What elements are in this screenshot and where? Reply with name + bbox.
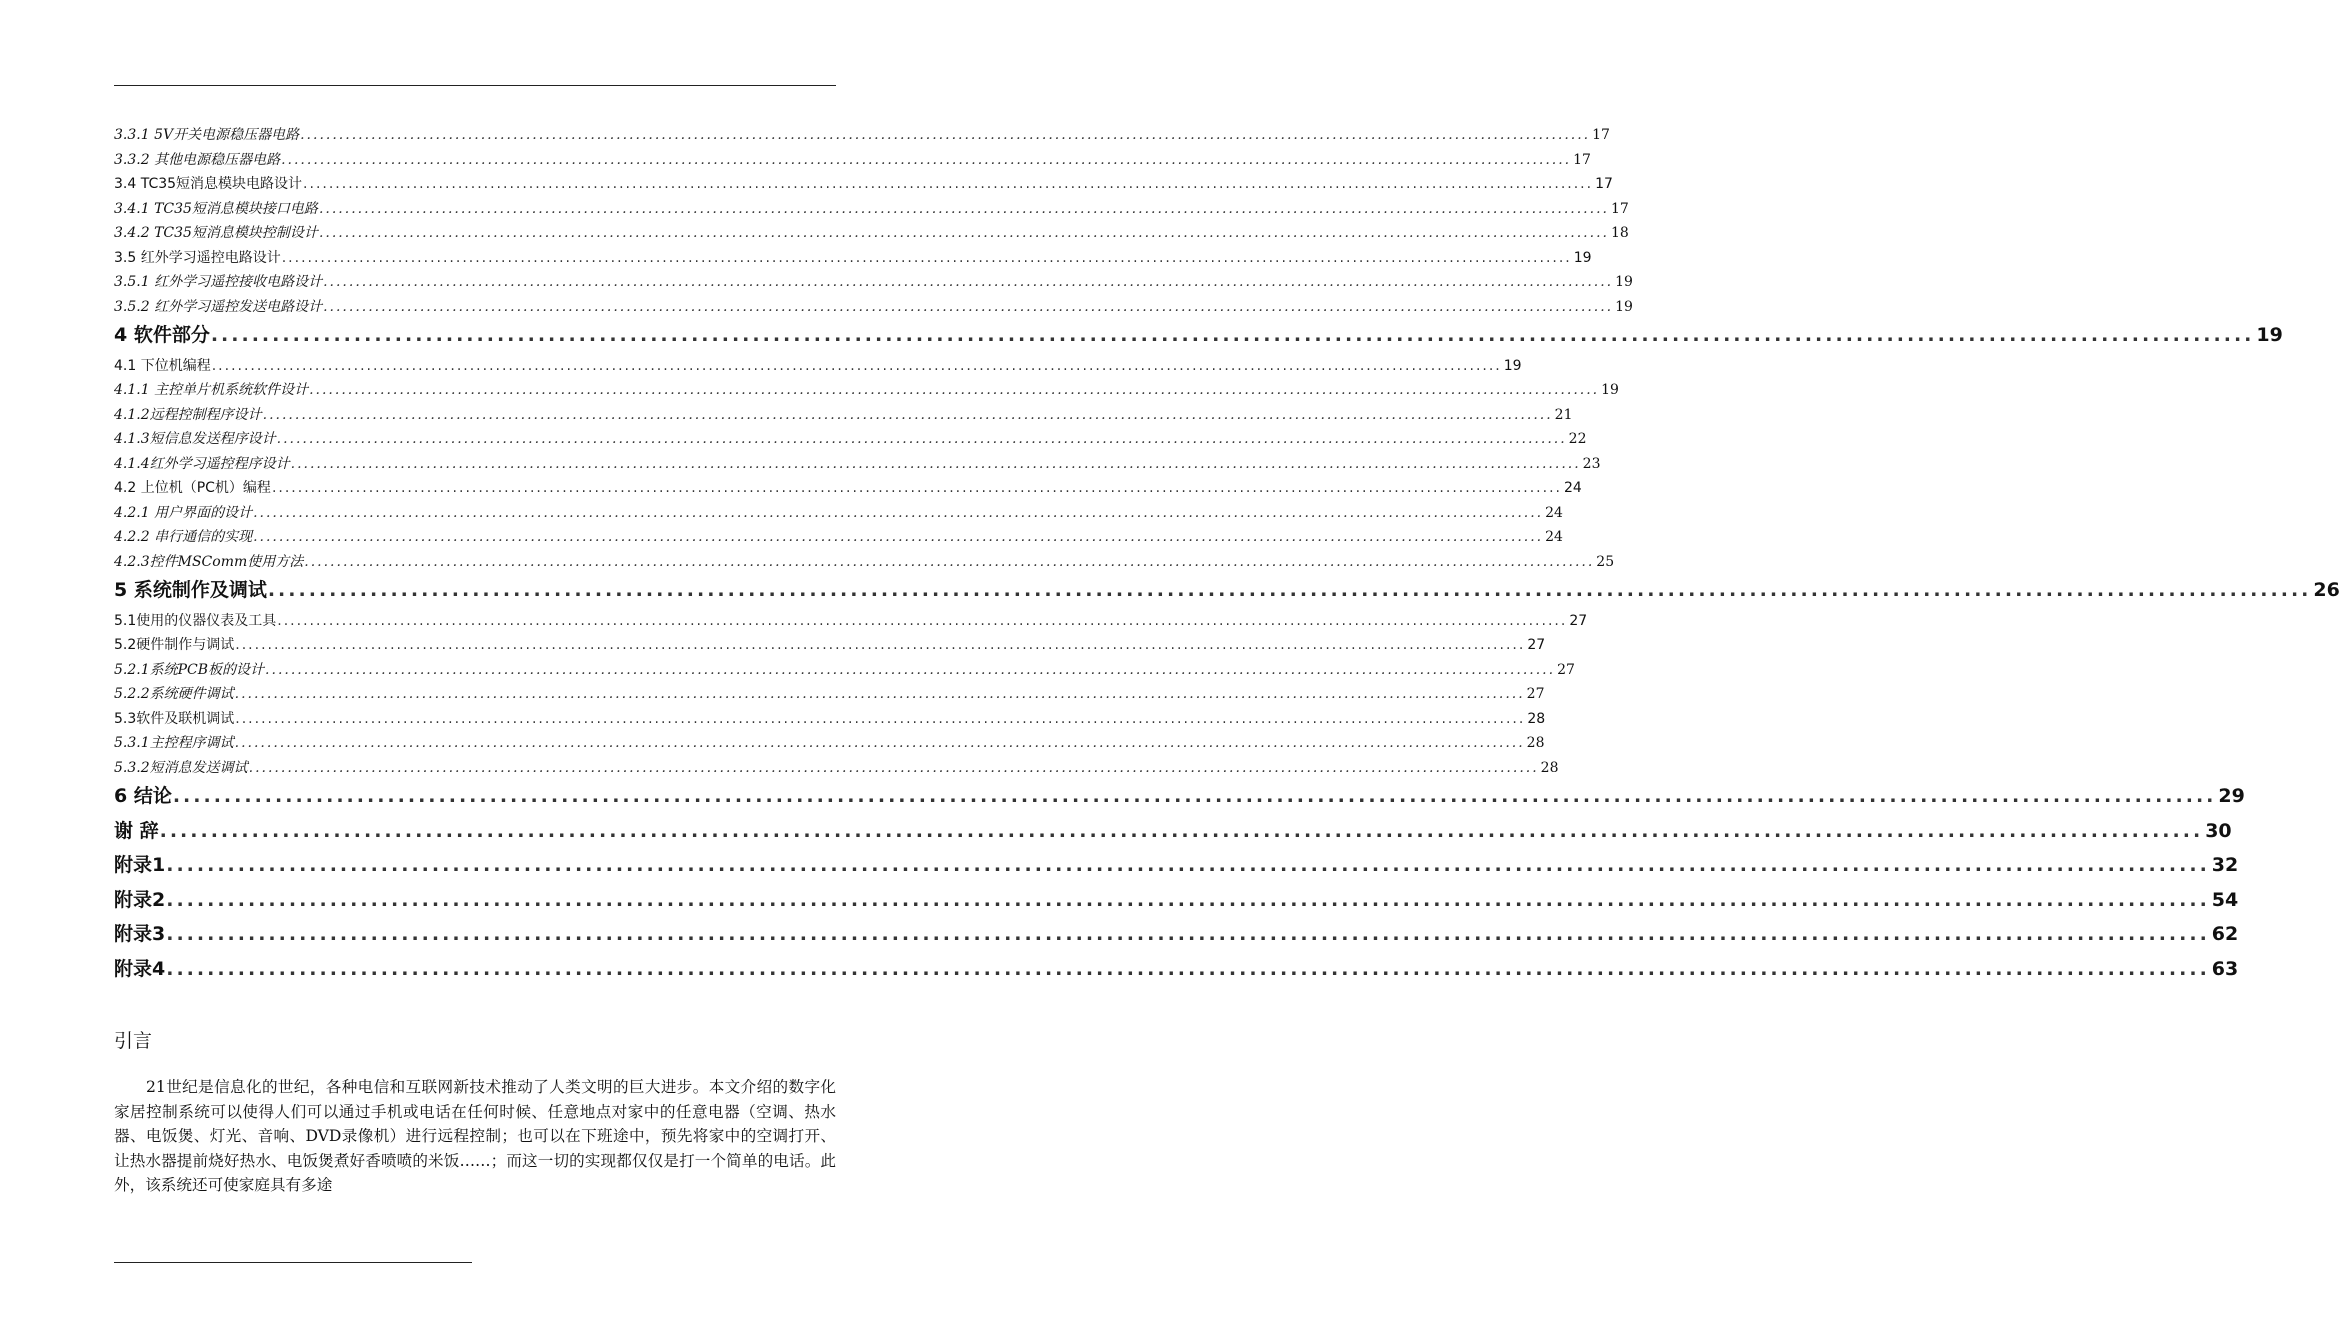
header-rule bbox=[114, 85, 836, 86]
toc-entry-page: 30 bbox=[2205, 819, 2232, 842]
toc-leader-dots: ........................................................................................................................................................................................................ bbox=[267, 579, 2312, 601]
toc-entry-label: 5.3.1主控程序调试 bbox=[114, 735, 234, 751]
toc-leader-dots: ........................................................................................................................................................................................................ bbox=[253, 504, 1544, 521]
toc-entry[interactable] bbox=[114, 683, 1545, 708]
toc-entry-label: 4.1.2远程控制程序设计 bbox=[114, 406, 262, 423]
toc-entry[interactable] bbox=[114, 732, 1545, 757]
toc-entry-label: 4.1.4红外学习遥控程序设计 bbox=[114, 455, 290, 472]
toc-entry[interactable] bbox=[114, 271, 1633, 296]
toc-leader-dots: ........................................................................................................................................................................................................ bbox=[265, 661, 1556, 678]
toc-leader-dots: ........................................................................................................................................................................................................ bbox=[271, 480, 1562, 496]
toc-entry-page: 21 bbox=[1554, 406, 1573, 423]
toc-entry-label: 5.2.2系统硬件调试 bbox=[114, 686, 234, 702]
toc-entry[interactable] bbox=[114, 757, 1559, 782]
toc-entry[interactable] bbox=[114, 173, 1613, 198]
toc-entry[interactable] bbox=[114, 634, 1546, 659]
toc-entry-label: 4 软件部分 bbox=[114, 324, 210, 346]
toc-leader-dots: ........................................................................................................................................................................................................ bbox=[210, 324, 2255, 346]
toc-leader-dots: ........................................................................................................................................................................................................ bbox=[318, 200, 1609, 217]
toc-entry-label: 5.1使用的仪器仪表及工具 bbox=[114, 612, 277, 629]
toc-leader-dots: ........................................................................................................................................................................................................ bbox=[235, 710, 1526, 727]
toc-entry-label: 6 结论 bbox=[114, 785, 172, 807]
toc-leader-dots: ........................................................................................................................................................................................................ bbox=[277, 612, 1568, 629]
intro-paragraph: 21世纪是信息化的世纪，各种电信和互联网新技术推动了人类文明的巨大进步。本文介绍的数字化家居控制系统可以使得人们可以通过手机或电话在任何时候、任意地点对家中的任意电器（空调、热水器、电饭煲、灯光、音响、DVD录像机）进行远程控制；也可以在下班途中，预先将家中的空调打开、让热水器提前烧好热水、电饭煲煮好香喷喷的米饭……；而这一切的实现都仅仅是打一个简单的电话。此外，该系统还可使家庭具有多途 bbox=[114, 1078, 836, 1195]
toc-entry-page: 19 bbox=[1503, 357, 1522, 374]
toc-leader-dots: ........................................................................................................................................................................................................ bbox=[253, 529, 1544, 545]
toc-entry-page: 24 bbox=[1545, 504, 1563, 521]
toc-entry-label: 5 系统制作及调试 bbox=[114, 579, 267, 601]
toc-entry[interactable] bbox=[114, 816, 2232, 851]
toc-entry[interactable] bbox=[114, 919, 2239, 954]
toc-entry[interactable] bbox=[114, 477, 1582, 502]
toc-entry[interactable] bbox=[114, 526, 1563, 551]
toc-entry[interactable] bbox=[114, 850, 2239, 885]
toc-entry-label: 4.2 上位机（PC机）编程 bbox=[114, 480, 271, 496]
toc-leader-dots: ........................................................................................................................................................................................................ bbox=[304, 553, 1595, 570]
toc-leader-dots: ........................................................................................................................................................................................................ bbox=[309, 382, 1600, 398]
toc-entry-label: 附录4 bbox=[114, 957, 166, 980]
footnote-rule bbox=[114, 1262, 472, 1263]
toc-entry-label: 附录1 bbox=[114, 854, 166, 876]
toc-leader-dots: ........................................................................................................................................................................................................ bbox=[234, 686, 1525, 702]
toc-leader-dots: ........................................................................................................................................................................................................ bbox=[248, 759, 1539, 776]
toc-entry-label: 4.1.3短信息发送程序设计 bbox=[114, 431, 276, 447]
toc-entry[interactable] bbox=[114, 453, 1601, 478]
toc-entry[interactable] bbox=[114, 320, 2283, 355]
toc-entry-page: 32 bbox=[2211, 854, 2239, 876]
toc-entry-label: 3.5.1 红外学习遥控接收电路设计 bbox=[114, 274, 323, 290]
toc-leader-dots: ........................................................................................................................................................................................................ bbox=[300, 127, 1591, 143]
intro-heading: 引言 bbox=[114, 1030, 153, 1052]
toc-entry[interactable] bbox=[114, 222, 1629, 247]
toc-entry[interactable] bbox=[114, 296, 1633, 321]
toc-entry-label: 3.4 TC35短消息模块电路设计 bbox=[114, 176, 303, 192]
table-of-contents bbox=[114, 124, 2340, 988]
toc-entry-label: 3.3.2 其他电源稳压器电路 bbox=[114, 151, 281, 168]
toc-entry-page: 17 bbox=[1610, 200, 1629, 217]
toc-entry[interactable] bbox=[114, 355, 1522, 380]
toc-entry-page: 17 bbox=[1592, 127, 1610, 143]
toc-entry[interactable] bbox=[114, 404, 1573, 429]
toc-entry[interactable] bbox=[114, 659, 1575, 684]
toc-entry-label: 谢 辞 bbox=[114, 819, 159, 842]
toc-entry-page: 27 bbox=[1526, 686, 1545, 702]
toc-entry[interactable] bbox=[114, 575, 2340, 610]
toc-entry-page: 54 bbox=[2211, 888, 2239, 911]
toc-entry-page: 18 bbox=[1610, 225, 1629, 241]
toc-entry[interactable] bbox=[114, 124, 1610, 149]
toc-entry-page: 22 bbox=[1568, 431, 1587, 447]
toc-entry-label: 5.3.2短消息发送调试 bbox=[114, 759, 248, 776]
toc-entry-page: 19 bbox=[1573, 249, 1592, 266]
toc-entry-label: 附录3 bbox=[114, 923, 166, 945]
toc-leader-dots: ........................................................................................................................................................................................................ bbox=[166, 957, 2210, 980]
toc-entry-page: 19 bbox=[1601, 382, 1619, 398]
toc-leader-dots: ........................................................................................................................................................................................................ bbox=[281, 249, 1572, 266]
toc-entry-page: 19 bbox=[2256, 324, 2283, 346]
toc-entry-page: 19 bbox=[1615, 298, 1633, 315]
toc-entry[interactable] bbox=[114, 885, 2239, 920]
toc-entry-page: 25 bbox=[1596, 553, 1615, 570]
toc-leader-dots: ........................................................................................................................................................................................................ bbox=[211, 357, 1502, 374]
toc-entry-page: 17 bbox=[1573, 151, 1591, 168]
toc-leader-dots: ........................................................................................................................................................................................................ bbox=[166, 923, 2210, 945]
toc-entry-page: 28 bbox=[1526, 735, 1545, 751]
toc-entry-label: 3.4.1 TC35短消息模块接口电路 bbox=[114, 200, 318, 217]
toc-leader-dots: ........................................................................................................................................................................................................ bbox=[166, 888, 2210, 911]
toc-leader-dots: ........................................................................................................................................................................................................ bbox=[159, 819, 2204, 842]
toc-entry-label: 5.2硬件制作与调试 bbox=[114, 637, 235, 653]
toc-entry-label: 4.2.2 串行通信的实现 bbox=[114, 529, 253, 545]
toc-entry-page: 17 bbox=[1595, 176, 1613, 192]
toc-entry-label: 3.3.1 5V开关电源稳压器电路 bbox=[114, 127, 300, 143]
toc-leader-dots: ........................................................................................................................................................................................................ bbox=[323, 274, 1614, 290]
toc-entry-page: 27 bbox=[1569, 612, 1588, 629]
toc-entry-page: 24 bbox=[1545, 529, 1563, 545]
toc-entry[interactable] bbox=[114, 149, 1591, 174]
toc-entry[interactable] bbox=[114, 247, 1592, 272]
toc-entry-page: 26 bbox=[2313, 579, 2340, 601]
toc-entry-page: 62 bbox=[2211, 923, 2239, 945]
toc-leader-dots: ........................................................................................................................................................................................................ bbox=[318, 225, 1609, 241]
toc-entry-label: 4.1 下位机编程 bbox=[114, 357, 211, 374]
toc-entry-page: 63 bbox=[2211, 957, 2239, 980]
toc-entry[interactable] bbox=[114, 379, 1619, 404]
toc-entry[interactable] bbox=[114, 502, 1563, 527]
toc-entry-label: 3.5 红外学习遥控电路设计 bbox=[114, 249, 281, 266]
toc-entry-label: 3.5.2 红外学习遥控发送电路设计 bbox=[114, 298, 323, 315]
toc-entry-page: 29 bbox=[2218, 785, 2245, 807]
toc-entry[interactable] bbox=[114, 708, 1546, 733]
toc-leader-dots: ........................................................................................................................................................................................................ bbox=[303, 176, 1594, 192]
toc-entry-label: 5.2.1系统PCB板的设计 bbox=[114, 661, 265, 678]
toc-leader-dots: ........................................................................................................................................................................................................ bbox=[234, 735, 1525, 751]
toc-entry-page: 28 bbox=[1540, 759, 1559, 776]
toc-leader-dots: ........................................................................................................................................................................................................ bbox=[281, 151, 1572, 168]
toc-entry-label: 4.2.1 用户界面的设计 bbox=[114, 504, 253, 521]
toc-leader-dots: ........................................................................................................................................................................................................ bbox=[172, 785, 2217, 807]
toc-entry-label: 4.2.3控件MSComm使用方法 bbox=[114, 553, 304, 570]
toc-entry[interactable] bbox=[114, 551, 1615, 576]
toc-entry-page: 28 bbox=[1527, 710, 1546, 727]
toc-leader-dots: ........................................................................................................................................................................................................ bbox=[290, 455, 1581, 472]
toc-entry-page: 27 bbox=[1557, 661, 1575, 678]
toc-entry-label: 4.1.1 主控单片机系统软件设计 bbox=[114, 382, 309, 398]
toc-leader-dots: ........................................................................................................................................................................................................ bbox=[323, 298, 1614, 315]
toc-entry[interactable] bbox=[114, 610, 1588, 635]
toc-entry-label: 3.4.2 TC35短消息模块控制设计 bbox=[114, 225, 318, 241]
toc-leader-dots: ........................................................................................................................................................................................................ bbox=[235, 637, 1526, 653]
toc-entry[interactable] bbox=[114, 781, 2245, 816]
toc-entry[interactable] bbox=[114, 198, 1629, 223]
toc-entry-page: 27 bbox=[1527, 637, 1546, 653]
toc-leader-dots: ........................................................................................................................................................................................................ bbox=[262, 406, 1553, 423]
toc-entry[interactable] bbox=[114, 428, 1587, 453]
toc-leader-dots: ........................................................................................................................................................................................................ bbox=[166, 854, 2210, 876]
toc-leader-dots: ........................................................................................................................................................................................................ bbox=[276, 431, 1567, 447]
toc-entry-label: 5.3软件及联机调试 bbox=[114, 710, 235, 727]
toc-entry-page: 24 bbox=[1563, 480, 1582, 496]
toc-entry-label: 附录2 bbox=[114, 888, 166, 911]
toc-entry-page: 23 bbox=[1582, 455, 1601, 472]
toc-entry[interactable] bbox=[114, 954, 2239, 989]
toc-entry-page: 19 bbox=[1615, 274, 1633, 290]
